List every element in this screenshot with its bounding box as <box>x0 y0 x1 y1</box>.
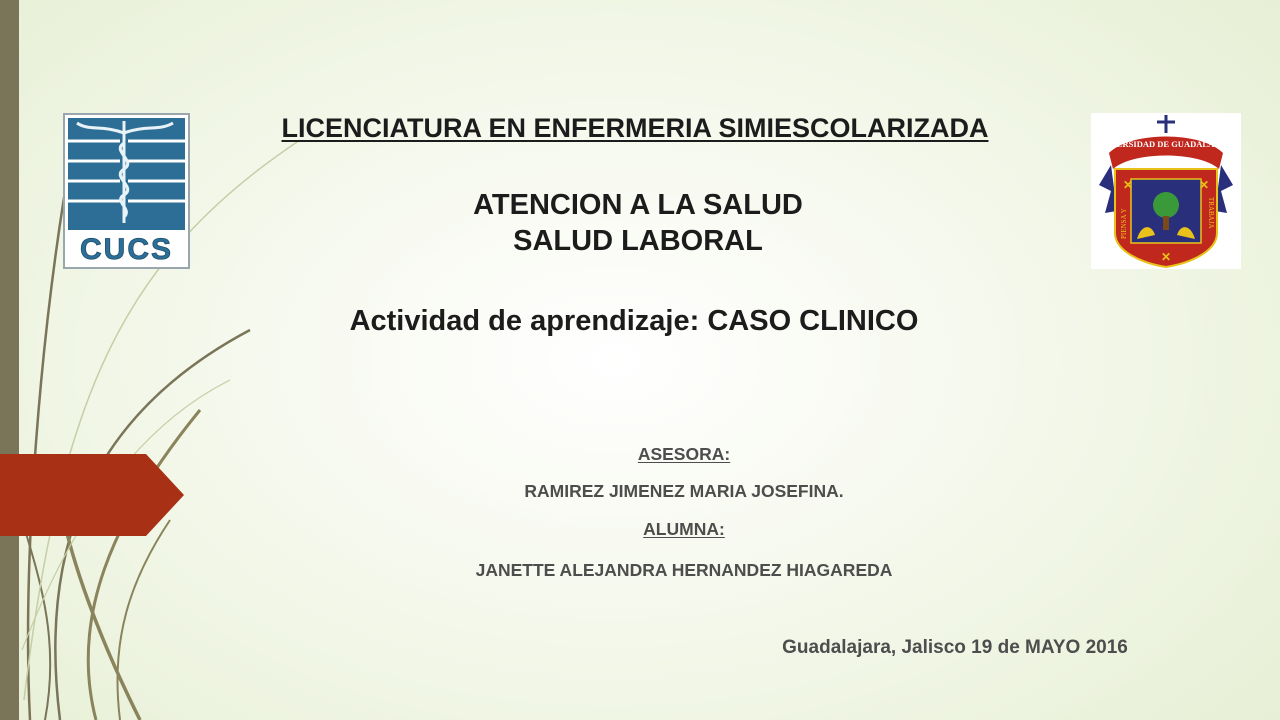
student-name: JANETTE ALEJANDRA HERNANDEZ HIAGAREDA <box>475 560 893 580</box>
svg-text:✕: ✕ <box>1199 178 1210 192</box>
svg-text:CUCS: CUCS <box>79 233 174 266</box>
udg-logo <box>1091 113 1241 269</box>
subject-subtitle: SALUD LABORAL <box>513 225 763 257</box>
place-date: Guadalajara, Jalisco 19 de MAYO 2016 <box>782 637 1128 658</box>
subject-title: ATENCION A LA SALUD <box>473 189 803 221</box>
udg-logo-name: UNIVERSIDAD DE GUADALAJARA <box>1095 139 1237 149</box>
activity-title: Actividad de aprendizaje: CASO CLINICO <box>349 305 919 337</box>
udg-logo-motto-right: TRABAJA <box>1207 197 1215 229</box>
advisor-name: RAMIREZ JIMENEZ MARIA JOSEFINA. <box>524 481 844 501</box>
program-title: LICENCIATURA EN ENFERMERIA SIMIESCOLARIZADA <box>281 113 989 143</box>
svg-text:✕: ✕ <box>1123 178 1134 192</box>
student-label: ALUMNA: <box>643 519 725 539</box>
udg-logo-motto-left: PIENSA Y <box>1120 208 1128 239</box>
cucs-logo <box>63 113 190 269</box>
red-tab-shape <box>0 454 184 536</box>
grass-decoration <box>0 0 320 720</box>
advisor-label: ASESORA: <box>637 444 731 464</box>
svg-text:✕: ✕ <box>1161 250 1172 264</box>
